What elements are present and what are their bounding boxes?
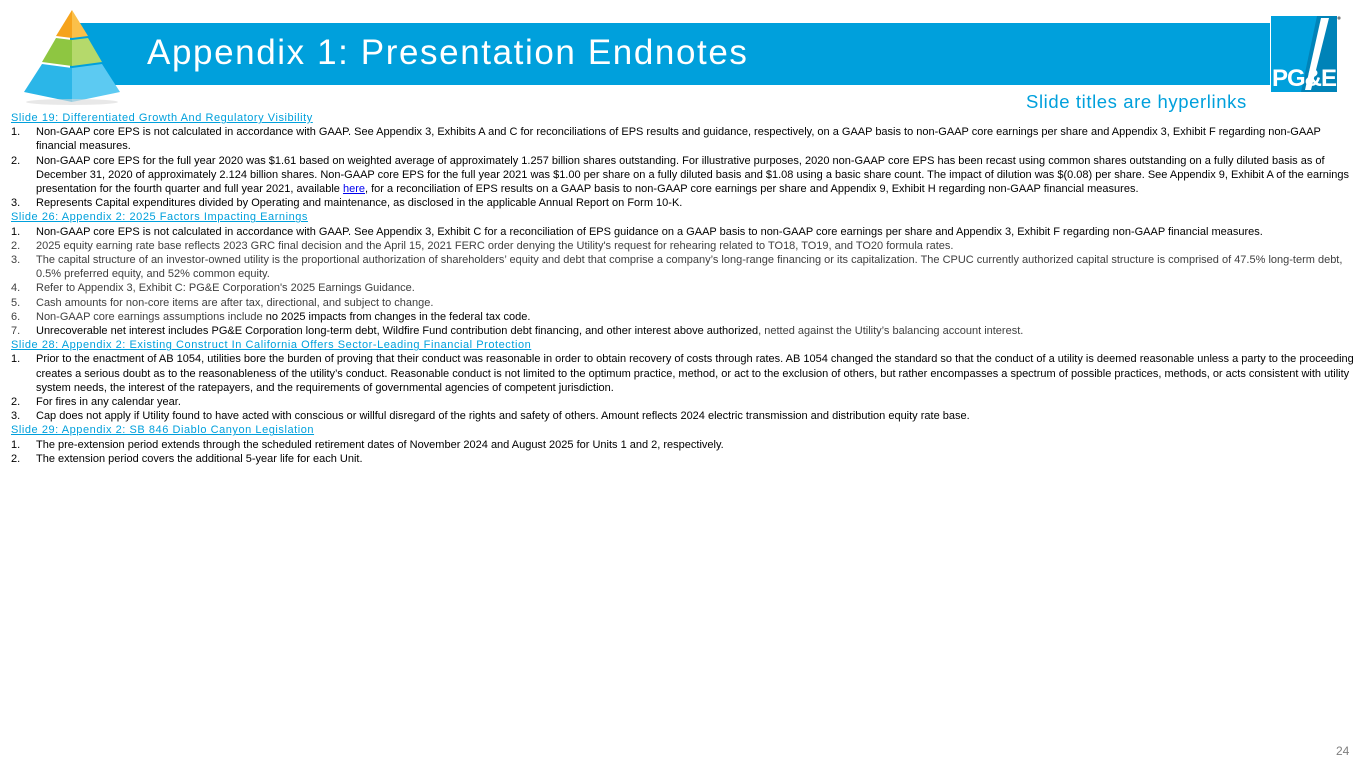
item-text: , for a reconciliation of EPS results on a GAAP basis to non-GAAP core earnings per share and Appendix 9, Exhibit H regarding non-GAAP financial measures. — [365, 183, 1139, 196]
list-item — [11, 239, 1356, 253]
item-text: The pre-extension period extends through the scheduled retirement dates of November 2024 and August 2025 for Units 1 and 2, respectively. — [36, 438, 724, 451]
list-item — [11, 324, 1356, 338]
item-number: 1. — [11, 225, 21, 238]
item-number: 3. — [11, 410, 21, 423]
item-number: 2. — [11, 154, 21, 167]
section-slide-26 — [11, 210, 1356, 338]
section-link-slide-19[interactable]: Slide 19: Differentiated Growth And Regulatory Visibility — [11, 112, 313, 124]
item-text: , netted against the Utility’s balancing account interest. — [758, 325, 1024, 338]
list-item — [11, 296, 1356, 310]
item-text-emphasis: no 2025 impacts from changes in the federal tax code. — [265, 310, 531, 323]
item-text: 2025 equity earning rate base reflects 2023 GRC final decision and the April 15, 2021 FERC order denying the Utility's request for rehearing related to TO18, TO19, and TO20 formula rates. — [36, 239, 954, 252]
item-number: 2. — [11, 396, 21, 409]
hyperlink-hint: Slide titles are hyperlinks — [1026, 91, 1247, 112]
item-number: 2. — [11, 239, 21, 252]
pyramid-icon — [18, 6, 126, 106]
here-link[interactable]: here — [342, 183, 366, 196]
list-item — [11, 452, 1356, 466]
item-number: 4. — [11, 282, 21, 295]
item-text: Cap does not apply if Utility found to have acted with conscious or willful disregard of the rights and safety of others. Amount reflects 2024 electric transmission and distribution equity rate base. — [36, 410, 970, 423]
section-link-slide-26[interactable]: Slide 26: Appendix 2: 2025 Factors Impacting Earnings — [11, 211, 308, 224]
item-text: For fires in any calendar year. — [36, 396, 181, 409]
list-item — [11, 310, 1356, 324]
item-text: Represents Capital expenditures divided by Operating and maintenance, as disclosed in the applicable Annual Report on Form 10-K. — [36, 197, 683, 210]
list-item — [11, 281, 1356, 295]
list-item — [11, 395, 1356, 409]
list-item — [11, 253, 1356, 281]
page-title: Appendix 1: Presentation Endnotes — [147, 33, 749, 72]
item-number: 3. — [11, 197, 21, 210]
section-link-slide-28[interactable]: Slide 28: Appendix 2: Existing Construct In California Offers Sector-Leading Financial Protection — [11, 339, 532, 352]
item-text: Cash amounts for non-core items are after tax, directional, and subject to change. — [36, 296, 434, 309]
item-number: 2. — [11, 452, 21, 465]
item-number: 7. — [11, 325, 21, 338]
item-number: 1. — [11, 438, 21, 451]
section-link-slide-29[interactable]: Slide 29: Appendix 2: SB 846 Diablo Canyon Legislation — [11, 424, 315, 437]
section-slide-19 — [11, 111, 1356, 210]
list-item — [11, 125, 1356, 153]
item-number: 1. — [11, 126, 21, 139]
page-number: 24 — [1336, 744, 1350, 758]
item-text: The capital structure of an investor-owned utility is the proportional authorization of shareholders’ equity and debt that comprise a company’s long-range financing or its capitalization. The CPUC currently authorized capital structure is comprised of 47.5% long-term debt, 0.5% preferred equity, and 52% common equity. — [36, 254, 1343, 281]
svg-text:PG&E: PG&E — [1271, 65, 1337, 92]
item-text: Refer to Appendix 3, Exhibit C: PG&E Corporation's 2025 Earnings Guidance. — [36, 282, 415, 295]
list-item — [11, 352, 1356, 395]
list-item — [11, 225, 1356, 239]
item-text: The extension period covers the additional 5-year life for each Unit. — [36, 452, 363, 465]
item-text: Non-GAAP core EPS for the full year 2020 was $1.61 based on weighted average of approximately 1.257 billion shares outstanding. For illustrative purposes, 2020 non-GAAP core EPS has been recast using common shares outstanding on a fully diluted basis as of December 31, 2020 of approximately 2.124 billion shares. Non-GAAP core EPS for the full year 2021 was $1.00 per share on a fully diluted basis and $1.08 using a basic share count. The impact of dilution was $(0.08) per share. See Appendix 9, Exhibit A of the earnings presentation for the fourth quarter and full year 2021, available — [36, 154, 1350, 196]
pge-logo — [1271, 14, 1341, 94]
list-item — [11, 438, 1356, 452]
endnotes-body — [11, 111, 1356, 466]
list-item — [11, 154, 1356, 197]
item-text: Non-GAAP core earnings assumptions include — [36, 310, 266, 323]
section-slide-28 — [11, 338, 1356, 423]
list-item — [11, 409, 1356, 423]
item-text-emphasis: Unrecoverable net interest includes PG&E Corporation long-term debt, Wildfire Fund contribution debt financing, and other interest above authorized — [36, 325, 759, 338]
item-text: Non-GAAP core EPS is not calculated in accordance with GAAP. See Appendix 3, Exhibit C for a reconciliation of EPS guidance on a GAAP basis to non-GAAP core earnings per share and Appendix 3, Exhibit F regarding non-GAAP financial measures. — [36, 225, 1263, 238]
item-number: 6. — [11, 310, 21, 323]
item-number: 5. — [11, 296, 21, 309]
item-number: 1. — [11, 353, 21, 366]
item-text: Non-GAAP core EPS is not calculated in accordance with GAAP. See Appendix 3, Exhibits A and C for reconciliations of EPS results and guidance, respectively, on a GAAP basis to non-GAAP core earnings per share and Appendix 3, Exhibit F regarding non-GAAP financial measures. — [36, 126, 1321, 153]
item-text: Prior to the enactment of AB 1054, utilities bore the burden of proving that their conduct was reasonable in order to obtain recovery of costs through rates. AB 1054 changed the standard so that the conduct of a utility is deemed reasonable unless a party to the proceeding creates a serious doubt as to the reasonableness of the utility’s conduct. Reasonable conduct is not limited to the optimum practice, method, or act to the exclusion of others, but rather encompasses a spectrum of possible practices, methods, or acts consistent with utility system needs, the interest of the ratepayers, and the requirements of governmental agencies of competent jurisdiction. — [36, 353, 1354, 394]
item-number: 3. — [11, 254, 21, 267]
section-slide-29 — [11, 423, 1356, 466]
list-item — [11, 196, 1356, 210]
